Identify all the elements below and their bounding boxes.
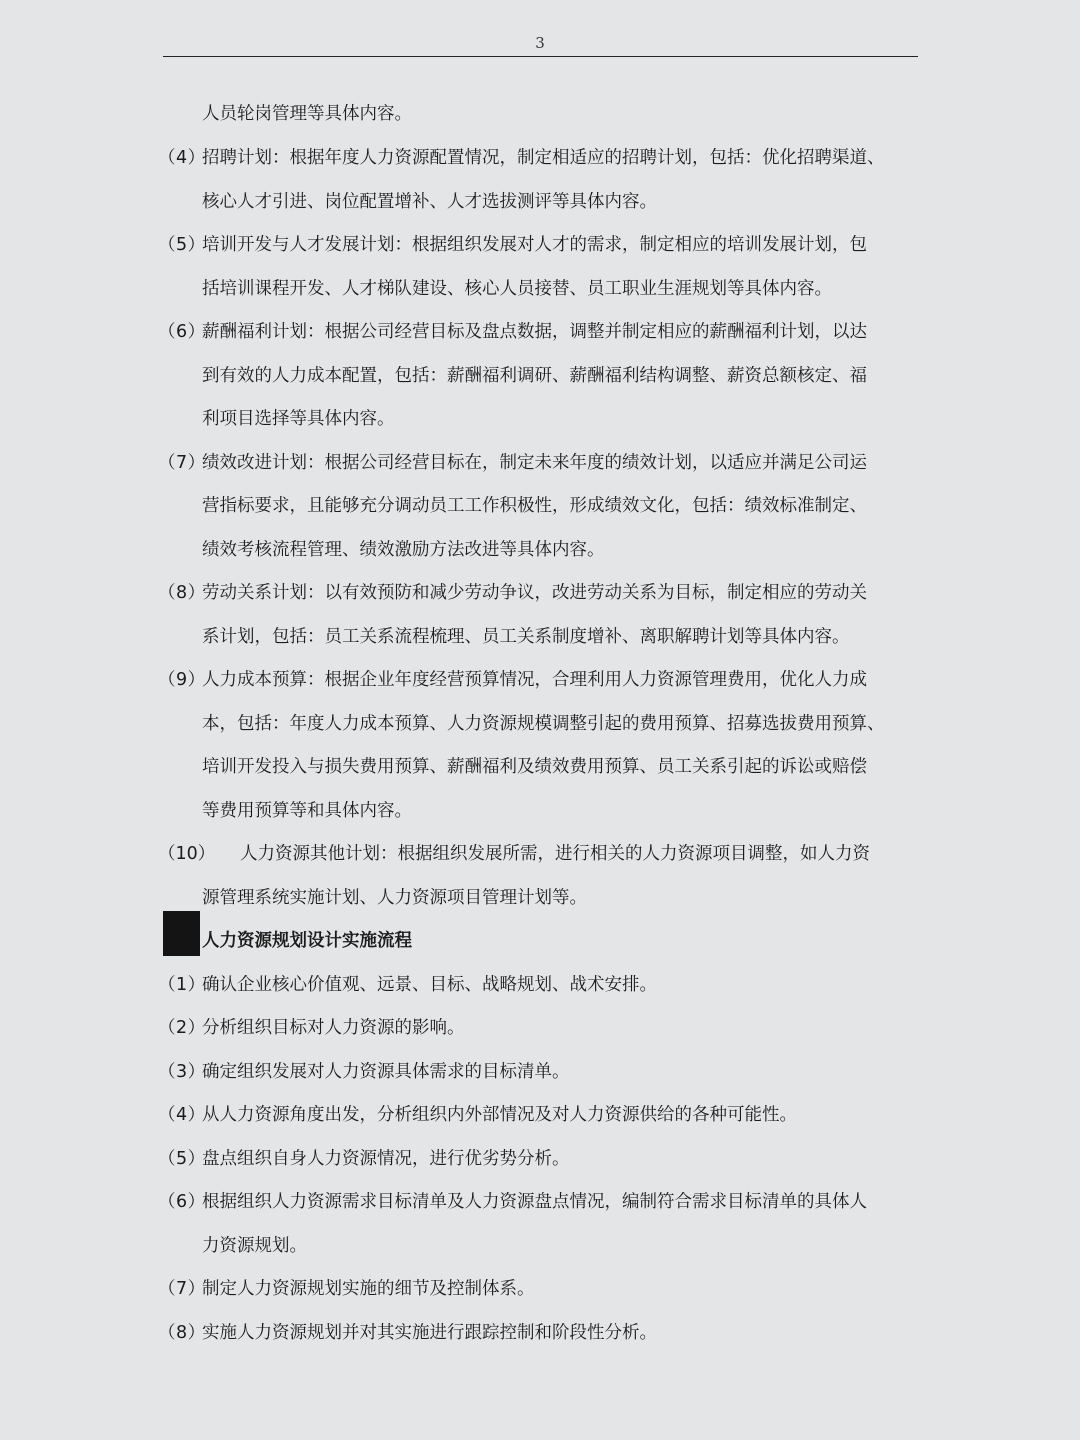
paragraph-line: 绩效考核流程管理、绩效激励方法改进等具体内容。 [202, 540, 605, 560]
redaction-block [163, 911, 200, 956]
paragraph-line: 培训开发与人才发展计划：根据组织发展对人才的需求，制定相应的培训发展计划，包 [202, 235, 867, 255]
step-line: 从人力资源角度出发，分析组织内外部情况及对人力资源供给的各种可能性。 [202, 1105, 797, 1125]
paragraph-line: 等费用预算等和具体内容。 [202, 801, 412, 821]
step-number: （6） [158, 1192, 206, 1212]
item-number: （5） [158, 235, 206, 255]
step-line: 确认企业核心价值观、远景、目标、战略规划、战术安排。 [202, 975, 657, 995]
section-heading: 人力资源规划设计实施流程 [202, 931, 412, 951]
step-number: （5） [158, 1149, 206, 1169]
paragraph-line: 劳动关系计划：以有效预防和减少劳动争议，改进劳动关系为目标，制定相应的劳动关 [202, 583, 867, 603]
paragraph-line: 人力成本预算：根据企业年度经营预算情况，合理利用人力资源管理费用，优化人力成 [202, 670, 867, 690]
item-number: （4） [158, 148, 206, 168]
step-number: （7） [158, 1279, 206, 1299]
paragraph-line: 括培训课程开发、人才梯队建设、核心人员接替、员工职业生涯规划等具体内容。 [202, 279, 832, 299]
item-number: （10） [158, 844, 216, 864]
header-rule [163, 56, 918, 57]
step-number: （2） [158, 1018, 206, 1038]
step-line: 根据组织人力资源需求目标清单及人力资源盘点情况，编制符合需求目标清单的具体人 [202, 1192, 867, 1212]
paragraph-line: 利项目选择等具体内容。 [202, 409, 395, 429]
item-number: （7） [158, 453, 206, 473]
paragraph-line: 人力资源其他计划：根据组织发展所需，进行相关的人力资源项目调整，如人力资 [240, 844, 870, 864]
paragraph-line: 营指标要求，且能够充分调动员工工作积极性，形成绩效文化，包括：绩效标准制定、 [202, 496, 867, 516]
step-line: 力资源规划。 [202, 1236, 307, 1256]
page-number: 3 [535, 34, 545, 52]
step-line: 分析组织目标对人力资源的影响。 [202, 1018, 465, 1038]
paragraph-line: 本，包括：年度人力成本预算、人力资源规模调整引起的费用预算、招募选拔费用预算、 [202, 714, 885, 734]
paragraph-line: 培训开发投入与损失费用预算、薪酬福利及绩效费用预算、员工关系引起的诉讼或赔偿 [202, 757, 867, 777]
step-number: （1） [158, 975, 206, 995]
paragraph-line: 薪酬福利计划：根据公司经营目标及盘点数据，调整并制定相应的薪酬福利计划，以达 [202, 322, 867, 342]
paragraph-line: 核心人才引进、岗位配置增补、人才选拔测评等具体内容。 [202, 192, 657, 212]
step-line: 制定人力资源规划实施的细节及控制体系。 [202, 1279, 535, 1299]
step-line: 盘点组织自身人力资源情况，进行优劣势分析。 [202, 1149, 570, 1169]
item-number: （6） [158, 322, 206, 342]
step-line: 确定组织发展对人力资源具体需求的目标清单。 [202, 1062, 570, 1082]
step-line: 实施人力资源规划并对其实施进行跟踪控制和阶段性分析。 [202, 1323, 657, 1343]
paragraph-line: 系计划，包括：员工关系流程梳理、员工关系制度增补、离职解聘计划等具体内容。 [202, 627, 850, 647]
paragraph-line: 招聘计划：根据年度人力资源配置情况，制定相适应的招聘计划，包括：优化招聘渠道、 [202, 148, 885, 168]
paragraph-line: 绩效改进计划：根据公司经营目标在，制定未来年度的绩效计划，以适应并满足公司运 [202, 453, 867, 473]
step-number: （4） [158, 1105, 206, 1125]
step-number: （8） [158, 1323, 206, 1343]
paragraph-line: 到有效的人力成本配置，包括：薪酬福利调研、薪酬福利结构调整、薪资总额核定、福 [202, 366, 867, 386]
item-number: （8） [158, 583, 206, 603]
paragraph-line: 源管理系统实施计划、人力资源项目管理计划等。 [202, 888, 587, 908]
item-number: （9） [158, 670, 206, 690]
step-number: （3） [158, 1062, 206, 1082]
paragraph-line: 人员轮岗管理等具体内容。 [202, 104, 412, 124]
